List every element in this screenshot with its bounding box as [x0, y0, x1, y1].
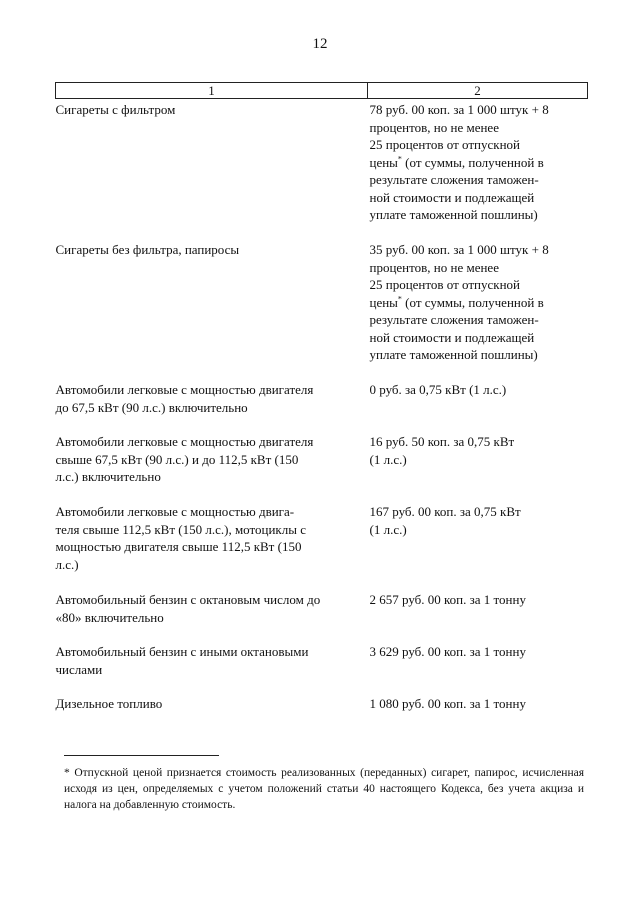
rate-line: 3 629 руб. 00 коп. за 1 тонну [369, 644, 526, 659]
rate-line: ной стоимости и подлежащей [369, 329, 535, 345]
footnote [64, 765, 584, 813]
rate-line [370, 294, 586, 312]
rate-line: 16 руб. 50 коп. за 0,75 кВт [369, 434, 515, 449]
product-name: Сигареты с фильтром [55, 102, 176, 117]
column-header-1: 1 [56, 83, 368, 99]
rate-line: 35 руб. 00 коп. за 1 000 штук + 8 [369, 242, 549, 257]
footnote-reference: * [397, 294, 402, 304]
product-cell [56, 241, 368, 381]
product-cell [56, 503, 368, 591]
table-row [56, 241, 588, 381]
product-line: Дизельное топливо [55, 696, 163, 711]
product-line: свыше 67,5 кВт (90 л.с.) и до 112,5 кВт (150 [55, 451, 299, 467]
product-line: Автомобильный бензин с иными октановыми [55, 644, 309, 659]
excise-rates-table [55, 82, 588, 717]
rate-line: 78 руб. 00 коп. за 1 000 штук + 8 [369, 102, 549, 117]
rate-line: (1 л.с.) [369, 521, 407, 537]
rate-cell [368, 241, 588, 381]
rate-cell [368, 433, 588, 503]
product-cell [56, 433, 368, 503]
rate-line: 167 руб. 00 коп. за 0,75 кВт [369, 504, 521, 519]
table-row [56, 695, 588, 717]
rate-line: результате сложения таможен- [369, 172, 539, 187]
rate-cell [368, 99, 588, 242]
rate-cell [368, 695, 588, 717]
product-name: Сигареты без фильтра, папиросы [55, 242, 240, 257]
product-cell [56, 381, 368, 433]
rate-word: цены [369, 294, 398, 310]
product-line: Автомобильный бензин с октановым числом до [55, 592, 321, 607]
rate-line: 25 процентов от отпускной [369, 277, 521, 292]
rate-line: 2 657 руб. 00 коп. за 1 тонну [369, 592, 526, 607]
rate-line: 0 руб. за 0,75 кВт (1 л.с.) [369, 382, 507, 397]
rate-word: цены [369, 154, 398, 170]
footnote-text: Отпускной ценой признается стоимость реализованных (переданных) сигарет, папирос, исчисленная исходя из цен, определяемых с учетом положений статьи 40 настоящего Кодекса, без учета акциза и налога на добавленную стоимость. [64, 767, 585, 811]
column-header-2: 2 [368, 83, 588, 99]
product-line: теля свыше 112,5 кВт (150 л.с.), мотоциклы с [55, 521, 306, 537]
rate-line: уплате таможенной пошлины) [369, 347, 538, 362]
product-line: Автомобили легковые с мощностью двигателя [55, 382, 314, 397]
footnote-mark: * [64, 767, 70, 779]
rate-line: процентов, но не менее [369, 259, 499, 275]
table-row [56, 643, 588, 695]
product-line: мощностью двигателя свыше 112,5 кВт (150 [55, 539, 302, 554]
page-number: 12 [312, 36, 328, 52]
rate-text: (от суммы, полученной в [401, 154, 544, 170]
rate-line [370, 154, 586, 172]
product-line: л.с.) включительно [55, 469, 161, 484]
product-cell [56, 695, 368, 717]
rate-cell [368, 643, 588, 695]
product-line: л.с.) [55, 556, 79, 572]
rate-line: уплате таможенной пошлины) [369, 207, 538, 222]
product-cell [56, 99, 368, 242]
table-row [56, 591, 588, 643]
table-row [56, 99, 588, 242]
product-line: до 67,5 кВт (90 л.с.) включительно [55, 399, 248, 415]
product-cell [56, 643, 368, 695]
rate-cell [368, 503, 588, 591]
product-line: Автомобили легковые с мощностью двигателя [55, 434, 314, 449]
rate-text: (от суммы, полученной в [401, 294, 544, 310]
rate-line: ной стоимости и подлежащей [369, 189, 535, 205]
rate-cell [368, 591, 588, 643]
product-line: числами [55, 661, 103, 677]
rate-line: процентов, но не менее [369, 119, 499, 135]
table-row [56, 503, 588, 591]
footnote-reference: * [397, 154, 402, 164]
rate-line: 25 процентов от отпускной [369, 137, 521, 152]
product-cell [56, 591, 368, 643]
rate-cell [368, 381, 588, 433]
footnote-divider [64, 755, 219, 756]
product-line: Автомобили легковые с мощностью двига- [55, 504, 295, 519]
table-header-row [56, 83, 588, 99]
rate-line: (1 л.с.) [369, 451, 407, 467]
rate-line: результате сложения таможен- [369, 312, 539, 327]
rate-line: 1 080 руб. 00 коп. за 1 тонну [369, 696, 526, 711]
table-row [56, 433, 588, 503]
product-line: «80» включительно [55, 609, 164, 625]
table-row [56, 381, 588, 433]
